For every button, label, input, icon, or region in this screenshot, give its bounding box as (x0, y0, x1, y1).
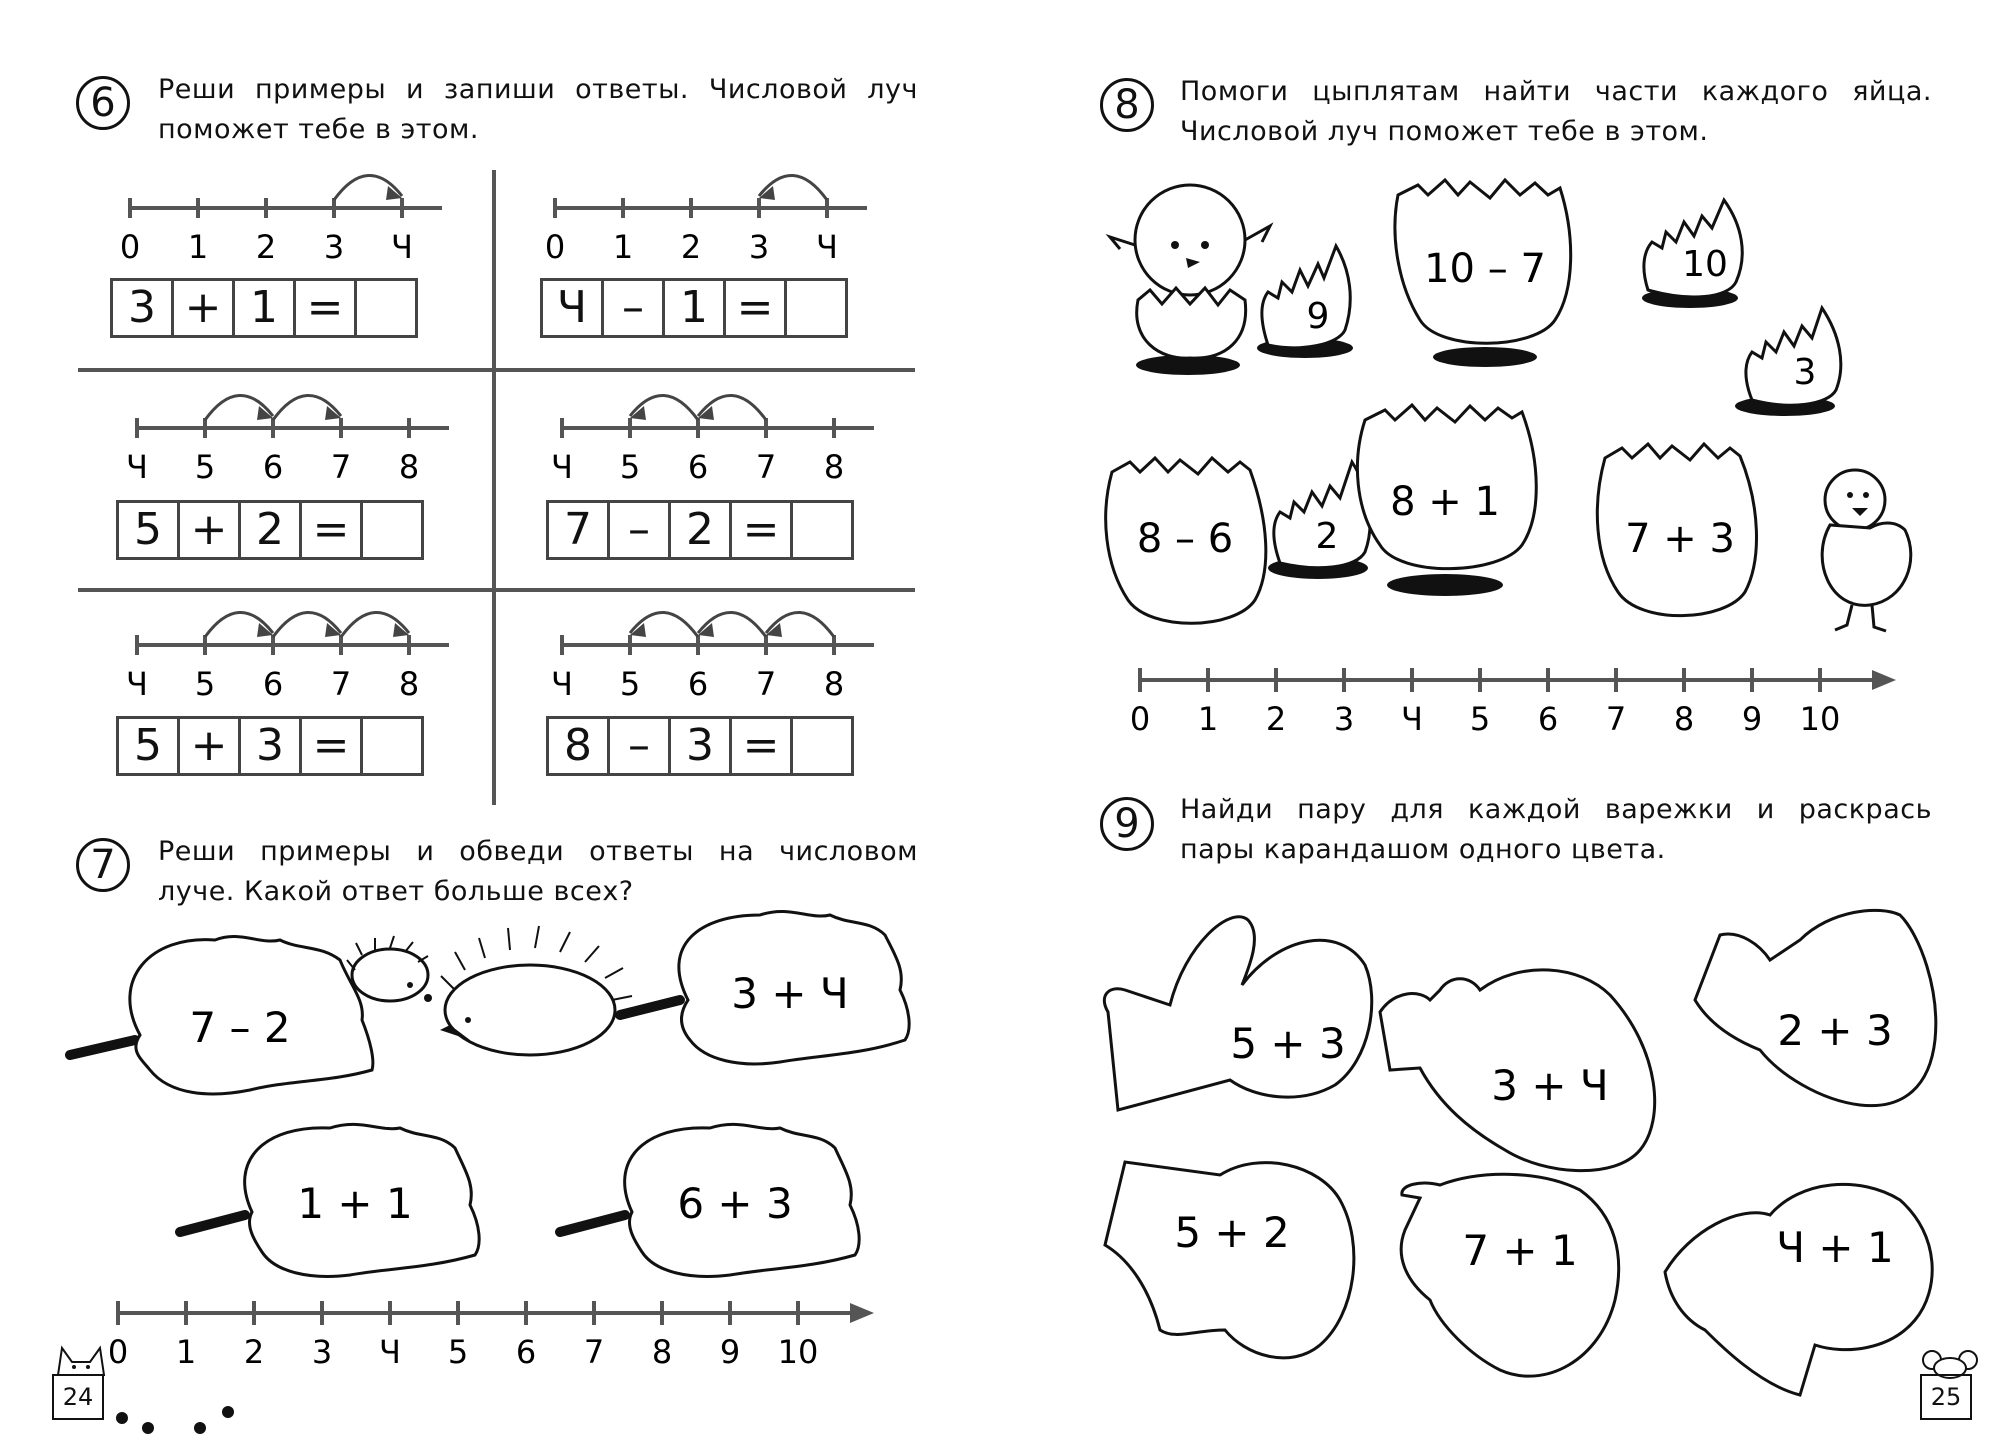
task-8-number-line (1130, 668, 1896, 738)
shell-9-label: 9 (1306, 296, 1330, 337)
mitten-4-expression: 5 + 2 (1174, 1208, 1290, 1257)
paw-prints-icon (116, 1406, 234, 1434)
shell-2-label: 2 (1315, 516, 1339, 557)
egg-3 (1357, 405, 1536, 596)
tick-label: Ч (126, 448, 148, 486)
tick-label: 6 (262, 448, 284, 486)
tick-label: 1 (175, 1333, 197, 1371)
page-number-right: 25 (1920, 1374, 1972, 1420)
task-8-illustration (1000, 0, 2000, 1451)
equation-equals: = (723, 278, 787, 338)
tick-label: 8 (823, 448, 845, 486)
mitten-1-expression: 5 + 3 (1230, 1019, 1346, 1068)
arrow-head (1872, 670, 1896, 690)
tick-label: 8 (398, 665, 420, 703)
tick-label: 0 (1129, 700, 1151, 738)
mitten-1 (1104, 917, 1371, 1110)
tick-label: 2 (243, 1333, 265, 1371)
tick-label: 7 (330, 448, 352, 486)
mitten-3-expression: 2 + 3 (1777, 1006, 1893, 1055)
equation-operand: 8 (546, 716, 610, 776)
egg-4-expression: 7 + 3 (1625, 516, 1735, 562)
tick-label: 8 (823, 665, 845, 703)
tick-label: 6 (515, 1333, 537, 1371)
mitten-2-expression: 3 + Ч (1491, 1061, 1609, 1110)
tick-label: Ч (551, 448, 573, 486)
equation-operator: – (607, 500, 671, 560)
leaf-3 (180, 1124, 479, 1276)
equation-equals: = (729, 500, 793, 560)
egg-4 (1597, 444, 1756, 616)
large-hedgehog-icon (440, 926, 632, 1055)
tick-label: 5 (1469, 700, 1491, 738)
mitten-5 (1401, 1174, 1619, 1376)
mitten-6-expression: Ч + 1 (1776, 1223, 1894, 1272)
tick-label: 6 (687, 448, 709, 486)
shell-3-label: 3 (1793, 352, 1817, 393)
equation-operator: – (601, 278, 665, 338)
egg-2 (1106, 458, 1266, 623)
equation-operand: 2 (668, 500, 732, 560)
tick-label: 5 (194, 665, 216, 703)
equation-equals: = (729, 716, 793, 776)
tick-label: 1 (612, 228, 634, 266)
tick-label: 10 (777, 1333, 819, 1371)
mitten-6 (1665, 1184, 1932, 1395)
shell-piece-10 (1642, 200, 1742, 308)
equation-operator: + (177, 716, 241, 776)
mitten-3 (1695, 910, 1936, 1105)
tick-label: 7 (755, 448, 777, 486)
tick-label: 8 (398, 448, 420, 486)
equation-operand: 3 (668, 716, 732, 776)
tick-label: 0 (119, 228, 141, 266)
tick-label: 8 (1673, 700, 1695, 738)
tick-label: Ч (816, 228, 838, 266)
equation-operator: + (171, 278, 235, 338)
egg-3-expression: 8 + 1 (1390, 479, 1500, 525)
tick-label: 1 (187, 228, 209, 266)
tick-label: 9 (1741, 700, 1763, 738)
tick-label: Ч (391, 228, 413, 266)
tick-label: 7 (583, 1333, 605, 1371)
equation-operand: 1 (662, 278, 726, 338)
equation-operator: + (177, 500, 241, 560)
task-8-number: 8 (1100, 78, 1154, 132)
equation-operator: – (607, 716, 671, 776)
tick-label: Ч (379, 1333, 401, 1371)
shell-10-label: 10 (1682, 244, 1728, 285)
tick-label: 2 (255, 228, 277, 266)
chick-in-egg-icon (1110, 185, 1270, 375)
page-number-left: 24 (52, 1374, 104, 1420)
tick-label: 7 (330, 665, 352, 703)
shell-piece-9 (1257, 246, 1353, 358)
task-9-text-line-2: пары карандашом одного цвета. (1180, 834, 1666, 865)
tick-label: 8 (651, 1333, 673, 1371)
tick-label: 0 (544, 228, 566, 266)
mitten-2 (1380, 970, 1655, 1171)
tick-label: 5 (619, 448, 641, 486)
equation-equals: = (299, 716, 363, 776)
leaf-3-expression: 1 + 1 (297, 1179, 413, 1228)
tick-label: Ч (126, 665, 148, 703)
equation-operand: 7 (546, 500, 610, 560)
tick-label: 7 (755, 665, 777, 703)
tick-label: 2 (1265, 700, 1287, 738)
tick-label: 3 (323, 228, 345, 266)
tick-label: 3 (748, 228, 770, 266)
shell-piece-2 (1268, 462, 1370, 579)
task-7-text-line-1: Реши примеры и обведи ответы на числовом (158, 836, 918, 867)
standing-chick-icon (1822, 470, 1911, 631)
task-7-number: 7 (76, 838, 130, 892)
equation-operand: 5 (116, 716, 180, 776)
tick-label: 3 (311, 1333, 333, 1371)
leaf-4 (560, 1124, 859, 1276)
shell-piece-3 (1735, 308, 1841, 416)
equation-operand: 3 (238, 716, 302, 776)
leaf-2-expression: 3 + Ч (731, 969, 849, 1018)
task-6-text-line-1: Реши примеры и запиши ответы. Числовой луч (158, 74, 918, 105)
mitten-5-expression: 7 + 1 (1462, 1226, 1578, 1275)
equation-operand: 5 (116, 500, 180, 560)
tick-label: 5 (447, 1333, 469, 1371)
task-7-text-line-2: луче. Какой ответ больше всех? (158, 876, 634, 907)
egg-2-expression: 8 – 6 (1136, 516, 1234, 562)
equation-equals: = (293, 278, 357, 338)
tick-label: 6 (687, 665, 709, 703)
leaf-4-expression: 6 + 3 (677, 1179, 793, 1228)
tick-label: 9 (719, 1333, 741, 1371)
task-6-text-line-2: поможет тебе в этом. (158, 114, 480, 145)
tick-label: 6 (1537, 700, 1559, 738)
arrow-head (850, 1303, 874, 1323)
task-9-text-line-1: Найди пару для каждой варежки и раскрась (1180, 794, 1932, 825)
tick-label: Ч (1401, 700, 1423, 738)
task-7-number-line (108, 1301, 874, 1371)
leaf-1 (70, 936, 373, 1093)
equation-equals: = (299, 500, 363, 560)
tick-label: 7 (1605, 700, 1627, 738)
task-9-number: 9 (1100, 797, 1154, 851)
mitten-4 (1105, 1162, 1354, 1358)
leaf-1-expression: 7 – 2 (189, 1003, 291, 1052)
tick-label: 5 (194, 448, 216, 486)
tick-label: 1 (1197, 700, 1219, 738)
leaf-2 (620, 911, 909, 1063)
tick-label: 3 (1333, 700, 1355, 738)
tick-label: 6 (262, 665, 284, 703)
task-6-number: 6 (76, 76, 130, 130)
task-8-text-line-2: Числовой луч поможет тебе в этом. (1180, 116, 1709, 147)
task-8-text-line-1: Помоги цыплятам найти части каждого яйца. (1180, 76, 1932, 107)
task-9-instructions (1180, 790, 1932, 870)
right-page (1000, 0, 2000, 1451)
tick-label: 2 (680, 228, 702, 266)
tick-label: 5 (619, 665, 641, 703)
tick-label: Ч (551, 665, 573, 703)
equation-operand: 3 (110, 278, 174, 338)
equation-operand: Ч (540, 278, 604, 338)
tick-label: 0 (107, 1333, 129, 1371)
egg-1-expression: 10 – 7 (1424, 246, 1546, 292)
small-hedgehog-icon (347, 936, 432, 1002)
cat-icon (58, 1348, 104, 1375)
equation-operand: 1 (232, 278, 296, 338)
equation-operand: 2 (238, 500, 302, 560)
tick-label: 10 (1799, 700, 1841, 738)
egg-1 (1395, 180, 1571, 367)
